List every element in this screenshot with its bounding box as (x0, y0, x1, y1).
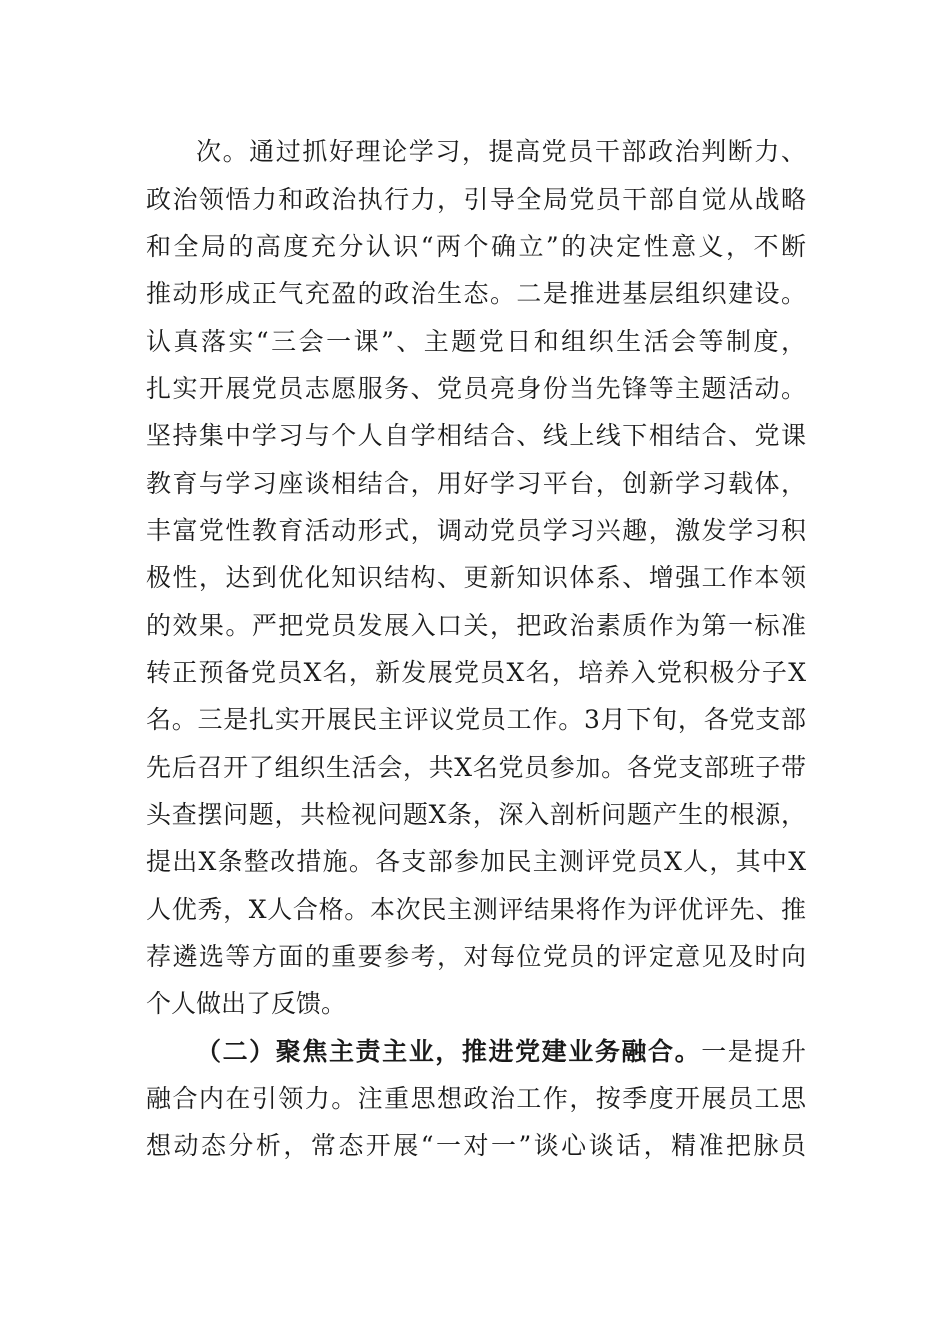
text-line: 头查摆问题，共检视问题X条，深入剖析问题产生的根源， (146, 800, 806, 829)
text-line: 推动形成正气充盈的政治生态。二是推进基层组织建设。 (146, 279, 806, 308)
text-line: 先后召开了组织生活会，共X名党员参加。各党支部班子带 (146, 753, 806, 782)
text-line: 人优秀，X人合格。本次民主测评结果将作为评优评先、推 (146, 895, 806, 924)
text-line: 个人做出了反馈。 (146, 989, 347, 1018)
text-line: 极性，达到优化知识结构、更新知识体系、增强工作本领 (146, 563, 806, 592)
text-line: 认真落实“三会一课”、主题党日和组织生活会等制度， (146, 327, 806, 356)
text-line: 融合内在引领力。注重思想政治工作，按季度开展员工思 (146, 1084, 806, 1113)
text-line: 荐遴选等方面的重要参考，对每位党员的评定意见及时向 (146, 942, 806, 971)
text-line: 转正预备党员X名，新发展党员X名，培养入党积极分子X (146, 658, 806, 687)
text-line: 教育与学习座谈相结合，用好学习平台，创新学习载体， (146, 469, 806, 498)
text-line: 想动态分析，常态开展“一对一”谈心谈话，精准把脉员 (146, 1131, 806, 1160)
text-line: 次。通过抓好理论学习，提高党员干部政治判断力、 (196, 137, 806, 166)
text-line: 的效果。严把党员发展入口关，把政治素质作为第一标准 (146, 611, 806, 640)
text-line: 政治领悟力和政治执行力，引导全局党员干部自觉从战略 (146, 185, 806, 214)
text-line: 名。三是扎实开展民主评议党员工作。3月下旬，各党支部 (146, 705, 806, 734)
section-heading-line (196, 1032, 806, 1072)
text-line: 提出X条整改措施。各支部参加民主测评党员X人，其中X (146, 847, 806, 876)
section-heading: （二）聚焦主责主业，推进党建业务融合。 (196, 1037, 702, 1066)
text-line: 坚持集中学习与个人自学相结合、线上线下相结合、党课 (146, 421, 806, 450)
section-heading-continuation: 一是提升 (701, 1037, 806, 1066)
text-line: 扎实开展党员志愿服务、党员亮身份当先锋等主题活动。 (146, 374, 806, 403)
text-line: 丰富党性教育活动形式，调动党员学习兴趣，激发学习积 (146, 516, 806, 545)
text-line: 和全局的高度充分认识“两个确立”的决定性意义，不断 (146, 232, 806, 261)
